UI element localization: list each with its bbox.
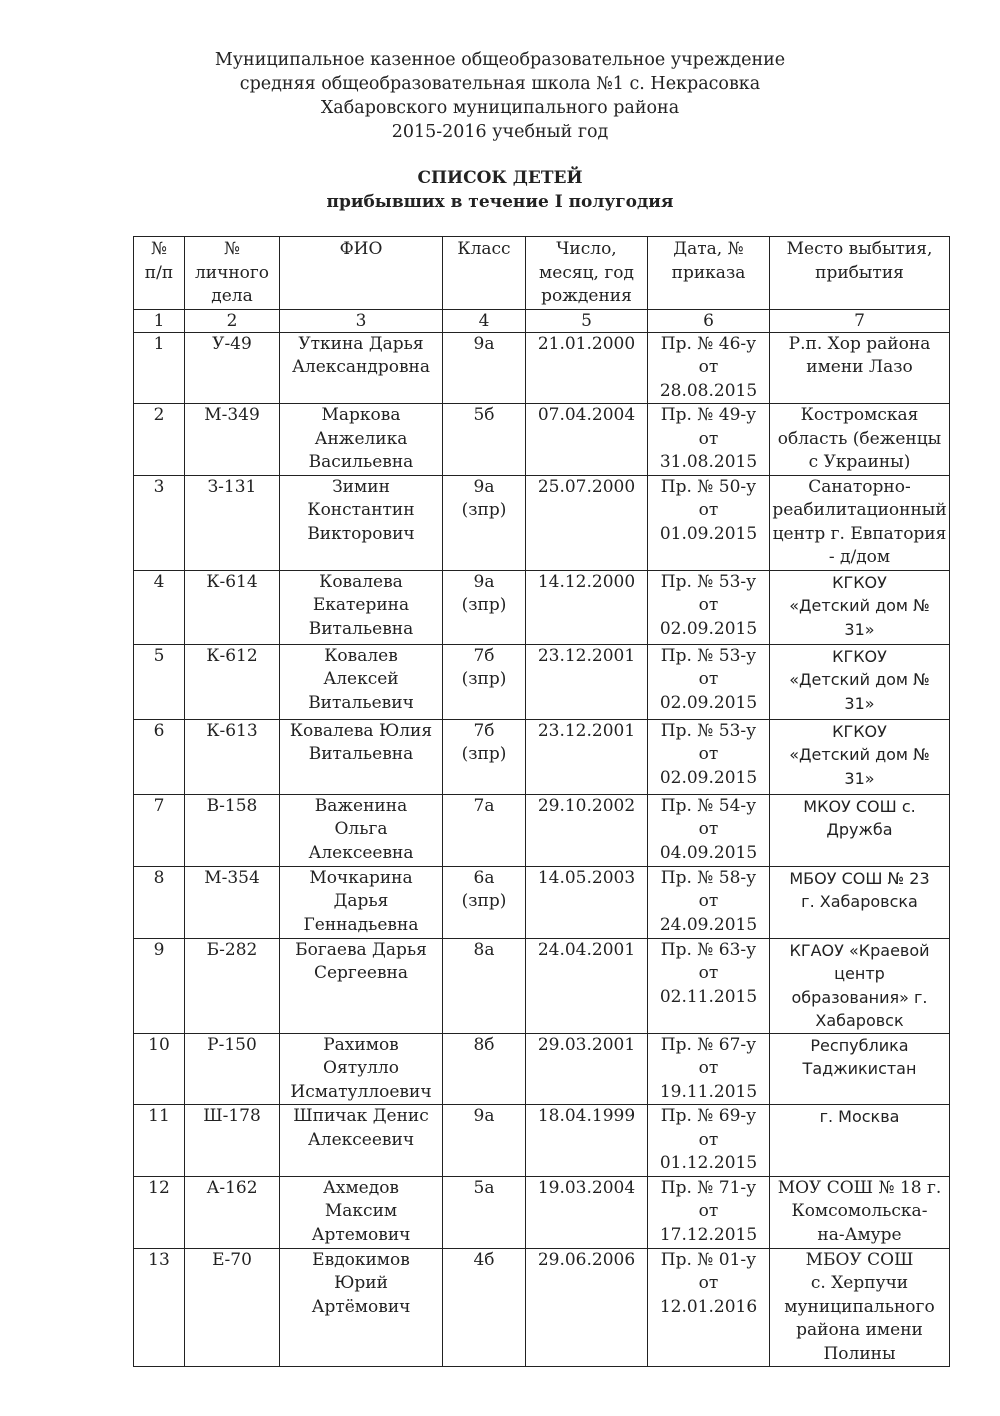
full-name [280,1105,443,1177]
header-line-4: 2015-2016 учебный год [391,122,609,142]
full-name-line: Дарья [333,891,389,911]
full-name-line: Максим [324,1201,398,1221]
class-cell-line: 7б [473,645,495,666]
class-cell-line: 7а [473,795,495,816]
class-cell-line: 4б [473,1249,495,1270]
order-cell [648,719,770,794]
place-cell-line: область (беженцы [777,428,942,449]
order-cell-line: 28.08.2015 [659,380,758,401]
document-title [0,166,1000,214]
place-cell-line: образования» г. [791,987,928,1007]
place-cell-line: Костромская [800,405,919,425]
table-row [134,1248,950,1367]
header-col-class [443,237,526,310]
table-header-row [134,237,950,310]
class-cell-line: (зпр) [461,744,507,764]
order-cell [648,332,770,404]
order-cell-line: 02.09.2015 [659,618,758,639]
order-cell-line: Пр. № 46-у [660,333,757,354]
class-cell [443,1248,526,1367]
full-name-line: Артемович [311,1224,411,1245]
place-cell-line: Республика [810,1035,909,1055]
header-text: рождения [541,286,632,306]
full-name-line: Витальевна [308,744,414,764]
place-cell-line: МОУ СОШ № 18 г. [777,1177,942,1198]
place-cell-line: МКОУ СОШ с. [803,796,916,816]
personal-file-number: У-49 [185,332,280,404]
header-col-place [770,237,950,310]
order-cell-line: 17.12.2015 [659,1224,758,1245]
place-cell-line: «Детский дом № [789,670,930,689]
order-cell [648,866,770,938]
column-number: 7 [770,309,950,332]
header-text: Дата, № [673,239,744,259]
order-cell-line: 04.09.2015 [659,842,758,863]
place-cell-line: «Детский дом № [789,745,930,764]
table-head [134,237,950,310]
table-row [134,570,950,644]
class-cell [443,1176,526,1248]
personal-file-number: М-349 [185,404,280,476]
header-text: Место выбытия, [786,239,933,259]
full-name [280,332,443,404]
full-name [280,794,443,866]
header-col-full-name [280,237,443,310]
full-name [280,404,443,476]
class-cell-line: (зпр) [461,669,507,689]
full-name-line: Евдокимов [312,1249,410,1270]
header-col-birth-date [526,237,648,310]
header-text: Класс [457,239,511,259]
birth-date: 23.12.2001 [526,644,648,719]
header-col-order [648,237,770,310]
class-cell-line: (зпр) [461,595,507,615]
full-name [280,475,443,570]
table-body [134,309,950,1367]
place-cell-line: КГАОУ «Краевой [789,940,930,960]
order-cell-line: от [698,1201,719,1221]
personal-file-number: Б-282 [185,938,280,1033]
class-cell-line: 7б [473,720,495,741]
place-cell-line: КГКОУ [832,721,887,741]
order-cell-line: Пр. № 49-у [660,405,757,425]
place-cell-line: КГКОУ [832,572,887,592]
order-cell-line: Пр. № 53-у [660,571,757,592]
order-cell-line: 31.08.2015 [659,452,758,472]
birth-date: 24.04.2001 [526,938,648,1033]
place-cell-line: на-Амуре [817,1224,902,1245]
class-cell-line: (зпр) [461,500,507,520]
full-name-line: Алексей [323,669,399,689]
title-line-2: прибывших в течение I полугодия [326,192,674,212]
personal-file-number: А-162 [185,1176,280,1248]
full-name-line: Ковалева Юлия [289,720,433,741]
personal-file-number: Е-70 [185,1248,280,1367]
place-cell-line: имени Лазо [806,357,913,377]
header-line-3: Хабаровского муниципального района [320,98,680,118]
table-row [134,794,950,866]
column-number: 3 [280,309,443,332]
class-cell-line: 5а [473,1177,495,1198]
order-cell-line: от [698,963,719,983]
children-table [133,236,950,1367]
class-cell-line: 9а [473,571,495,592]
header-col-file-number [185,237,280,310]
row-number: 13 [134,1248,185,1367]
order-cell-line: от [698,1129,719,1150]
order-cell-line: от [698,1058,719,1078]
class-cell-line: 9а [473,1106,495,1126]
order-cell-line: 01.09.2015 [659,523,758,544]
full-name [280,570,443,644]
title-line-1: СПИСОК ДЕТЕЙ [417,168,583,188]
class-cell-line: 9а [473,476,495,497]
place-cell-line: 31» [844,693,875,713]
header-text: личного [194,262,270,283]
birth-date: 14.05.2003 [526,866,648,938]
row-number: 7 [134,794,185,866]
full-name-line: Константин [307,500,415,520]
class-cell [443,1033,526,1105]
birth-date: 18.04.1999 [526,1105,648,1177]
place-cell-line: Комсомольска- [791,1201,928,1221]
place-cell-line: Р.п. Хор района [788,333,931,354]
class-cell [443,644,526,719]
class-cell [443,719,526,794]
place-cell [770,475,950,570]
place-cell-line: - д/дом [828,547,891,567]
order-cell-line: Пр. № 63-у [660,939,757,960]
header-line-2: средняя общеобразовательная школа №1 с. Некрасовка [239,74,761,94]
birth-date: 07.04.2004 [526,404,648,476]
place-cell-line: реабилитационный [772,500,947,520]
table-row [134,1105,950,1177]
birth-date: 29.06.2006 [526,1248,648,1367]
order-cell [648,404,770,476]
class-cell-line: 6а [473,867,495,888]
order-cell-line: Пр. № 53-у [660,645,757,666]
header-text: дела [211,286,253,306]
class-cell [443,794,526,866]
full-name-line: Важенина [314,795,408,816]
class-cell-line: 8б [473,1034,495,1055]
full-name [280,938,443,1033]
full-name-line: Ковалева [319,571,403,592]
row-number: 11 [134,1105,185,1177]
personal-file-number: К-614 [185,570,280,644]
order-cell-line: от [698,357,719,377]
place-cell-line: «Детский дом № [789,596,930,615]
class-cell [443,404,526,476]
table-row [134,644,950,719]
order-cell-line: от [698,744,719,764]
place-cell [770,866,950,938]
row-number: 9 [134,938,185,1033]
row-number: 5 [134,644,185,719]
full-name [280,1033,443,1105]
place-cell [770,570,950,644]
column-number: 5 [526,309,648,332]
full-name-line: Сергеевна [313,963,408,983]
header-text: прибытия [815,262,904,283]
column-number: 2 [185,309,280,332]
class-cell [443,475,526,570]
personal-file-number: Р-150 [185,1033,280,1105]
full-name-line: Исматуллоевич [290,1081,432,1102]
personal-file-number: В-158 [185,794,280,866]
order-cell-line: Пр. № 50-у [660,476,757,497]
header-text: приказа [671,262,746,283]
birth-date: 29.10.2002 [526,794,648,866]
birth-date: 23.12.2001 [526,719,648,794]
class-cell-line: 9а [473,333,495,354]
order-cell-line: Пр. № 53-у [660,720,757,741]
place-cell-line: муниципального [784,1296,935,1317]
class-cell [443,866,526,938]
place-cell-line: 31» [844,619,875,639]
table-row [134,404,950,476]
place-cell-line: района имени [796,1320,923,1340]
place-cell [770,938,950,1033]
place-cell [770,1105,950,1177]
place-cell-line: центр г. Евпатория [772,523,947,544]
full-name [280,1176,443,1248]
order-cell-line: Пр. № 69-у [660,1106,757,1126]
full-name [280,719,443,794]
birth-date: 19.03.2004 [526,1176,648,1248]
order-cell-line: Пр. № 67-у [660,1034,757,1055]
full-name-line: Ахмедов [322,1177,400,1198]
full-name-line: Анжелика [314,428,408,449]
column-number: 6 [648,309,770,332]
order-cell-line: от [698,595,719,615]
full-name-line: Геннадьевна [303,914,419,935]
order-cell [648,475,770,570]
place-cell [770,404,950,476]
order-cell [648,1105,770,1177]
place-cell [770,1033,950,1105]
header-text: месяц, год [539,262,634,283]
class-cell [443,1105,526,1177]
place-cell-line: МБОУ СОШ № 23 [789,868,930,888]
class-cell [443,570,526,644]
table-row [134,866,950,938]
column-numbers-row [134,309,950,332]
place-cell-line: Дружба [826,820,893,839]
order-cell-line: от [698,1273,719,1293]
full-name-line: Рахимов [323,1034,399,1055]
order-cell-line: от [698,819,719,839]
order-cell [648,570,770,644]
full-name [280,866,443,938]
order-cell [648,1248,770,1367]
full-name-line: Богаева Дарья [295,939,427,960]
personal-file-number: З-131 [185,475,280,570]
order-cell-line: 24.09.2015 [659,914,758,935]
full-name-line: Александровна [292,357,430,377]
place-cell-line: Санаторно- [808,476,911,497]
place-cell [770,794,950,866]
class-cell [443,938,526,1033]
order-cell [648,938,770,1033]
full-name-line: Алексеевич [307,1129,415,1150]
order-cell-line: от [698,669,719,689]
place-cell-line: Хабаровск [815,1011,904,1030]
order-cell-line: 02.09.2015 [659,767,758,788]
place-cell-line: центр [834,964,885,983]
birth-date: 25.07.2000 [526,475,648,570]
column-number: 1 [134,309,185,332]
order-cell-line: 02.09.2015 [659,692,758,713]
order-cell-line: от [698,500,719,520]
column-number: 4 [443,309,526,332]
header-text: № [223,239,241,259]
personal-file-number: К-612 [185,644,280,719]
personal-file-number: Ш-178 [185,1105,280,1177]
place-cell-line: Таджикистан [802,1059,917,1078]
full-name-line: Уткина Дарья [298,333,424,354]
full-name-line: Алексеевна [308,842,414,863]
header-text: п/п [144,262,174,283]
row-number: 8 [134,866,185,938]
full-name-line: Ольга [334,819,388,839]
place-cell [770,1176,950,1248]
school-header [0,48,1000,144]
row-number: 12 [134,1176,185,1248]
personal-file-number: К-613 [185,719,280,794]
table-row [134,475,950,570]
place-cell-line: с. Херпучи [810,1273,909,1293]
place-cell [770,1248,950,1367]
full-name-line: Васильевна [308,452,414,472]
order-cell-line: Пр. № 54-у [660,795,757,816]
order-cell-line: Пр. № 01-у [660,1249,757,1270]
order-cell [648,1176,770,1248]
personal-file-number: М-354 [185,866,280,938]
table-row [134,1033,950,1105]
full-name-line: Артёмович [311,1296,411,1317]
place-cell [770,332,950,404]
order-cell-line: Пр. № 58-у [660,867,757,888]
full-name-line: Мочкарина [309,867,413,888]
full-name [280,1248,443,1367]
place-cell-line: Полины [823,1343,896,1364]
order-cell-line: от [698,891,719,911]
class-cell-line: (зпр) [461,891,507,911]
place-cell-line: г. Москва [819,1107,900,1126]
header-text: № [150,239,168,259]
place-cell-line: КГКОУ [832,646,887,666]
table-row [134,1176,950,1248]
order-cell-line: 19.11.2015 [659,1081,758,1102]
table-row [134,332,950,404]
class-cell [443,332,526,404]
header-text: Число, [556,239,617,259]
full-name-line: Зимин [332,476,390,497]
row-number: 1 [134,332,185,404]
order-cell-line: Пр. № 71-у [660,1177,757,1198]
place-cell [770,719,950,794]
birth-date: 14.12.2000 [526,570,648,644]
order-cell [648,794,770,866]
full-name-line: Маркова [321,405,401,425]
order-cell-line: 12.01.2016 [659,1296,758,1317]
row-number: 10 [134,1033,185,1105]
full-name [280,644,443,719]
full-name-line: Оятулло [323,1058,399,1078]
row-number: 4 [134,570,185,644]
order-cell-line: 01.12.2015 [659,1153,758,1173]
header-text: ФИО [339,239,383,259]
row-number: 6 [134,719,185,794]
table-row [134,938,950,1033]
birth-date: 29.03.2001 [526,1033,648,1105]
place-cell-line: 31» [844,768,875,788]
full-name-line: Витальевна [308,618,414,639]
order-cell [648,1033,770,1105]
full-name-line: Шпичак Денис [293,1106,429,1126]
header-line-1: Муниципальное казенное общеобразовательное учреждение [214,50,786,70]
birth-date: 21.01.2000 [526,332,648,404]
full-name-line: Викторович [307,523,415,544]
order-cell [648,644,770,719]
full-name-line: Витальевич [308,692,414,713]
full-name-line: Екатерина [312,595,410,615]
full-name-line: Юрий [334,1273,388,1293]
class-cell-line: 8а [473,939,495,960]
row-number: 2 [134,404,185,476]
table-row [134,719,950,794]
header-col-num [134,237,185,310]
order-cell-line: 02.11.2015 [659,986,758,1007]
place-cell-line: г. Хабаровска [801,892,918,911]
place-cell-line: с Украины) [808,452,911,472]
full-name-line: Ковалев [324,645,398,666]
order-cell-line: от [698,428,719,449]
class-cell-line: 5б [473,405,495,425]
place-cell [770,644,950,719]
place-cell-line: МБОУ СОШ [805,1249,914,1270]
row-number: 3 [134,475,185,570]
